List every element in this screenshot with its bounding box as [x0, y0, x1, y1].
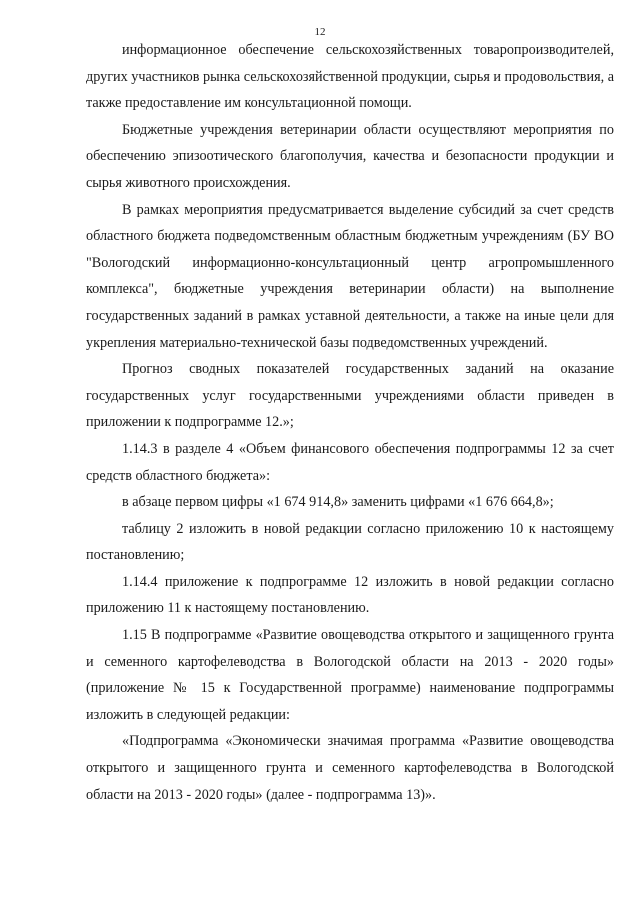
paragraph-5: 1.14.3 в разделе 4 «Объем финансового обеспечения подпрограммы 12 за счет средств областного бюджета»: [86, 440, 614, 484]
page-number: 12 [314, 26, 326, 38]
document-body [86, 37, 614, 808]
paragraph-8: 1.14.4 приложение к подпрограмме 12 изложить в новой редакции согласно приложению 11 к настоящему постановлению. [86, 573, 614, 617]
paragraph-1: информационное обеспечение сельскохозяйственных товаропроизводителей, других участников рынка сельскохозяйственной продукции, сырья и продовольствия, а также предоставление им консультационной помощи. [86, 42, 614, 112]
paragraph-9: 1.15 В подпрограмме «Развитие овощеводства открытого и защищенного грунта и семенного картофелеводства в Вологодской области на 2013 - 2020 годы» (приложение № 15 к Государственной программе) наименование подпрограммы изложить в следующей редакции: [86, 627, 614, 723]
paragraph-6: в абзаце первом цифры «1 674 914,8» заменить цифрами «1 676 664,8»; [122, 494, 554, 511]
paragraph-10: «Подпрограмма «Экономически значимая программа «Развитие овощеводства открытого и защищенного грунта и семенного картофелеводства в Вологодской области на 2013 - 2020 годы» (далее - подпрограмма 13)». [86, 733, 614, 803]
paragraph-2: Бюджетные учреждения ветеринарии области осуществляют мероприятия по обеспечению эпизоотического благополучия, качества и безопасности продукции и сырья животного происхождения. [86, 121, 614, 191]
paragraph-4: Прогноз сводных показателей государственных заданий на оказание государственных услуг государственными учреждениями области приведен в приложении к подпрограмме 12.»; [86, 361, 614, 431]
paragraph-3: В рамках мероприятия предусматривается выделение субсидий за счет средств областного бюджета подведомственным областным бюджетным учреждениям (БУ ВО "Вологодский информационно-консультационный центр агропромышленного комплекса", бюджетные учреждения ветеринарии области) на выполнение государственных заданий в рамках уставной деятельности, а также на иные цели для укрепления материально-технической базы подведомственных учреждений. [86, 201, 614, 351]
paragraph-7: таблицу 2 изложить в новой редакции согласно приложению 10 к настоящему постановлению; [86, 520, 614, 564]
